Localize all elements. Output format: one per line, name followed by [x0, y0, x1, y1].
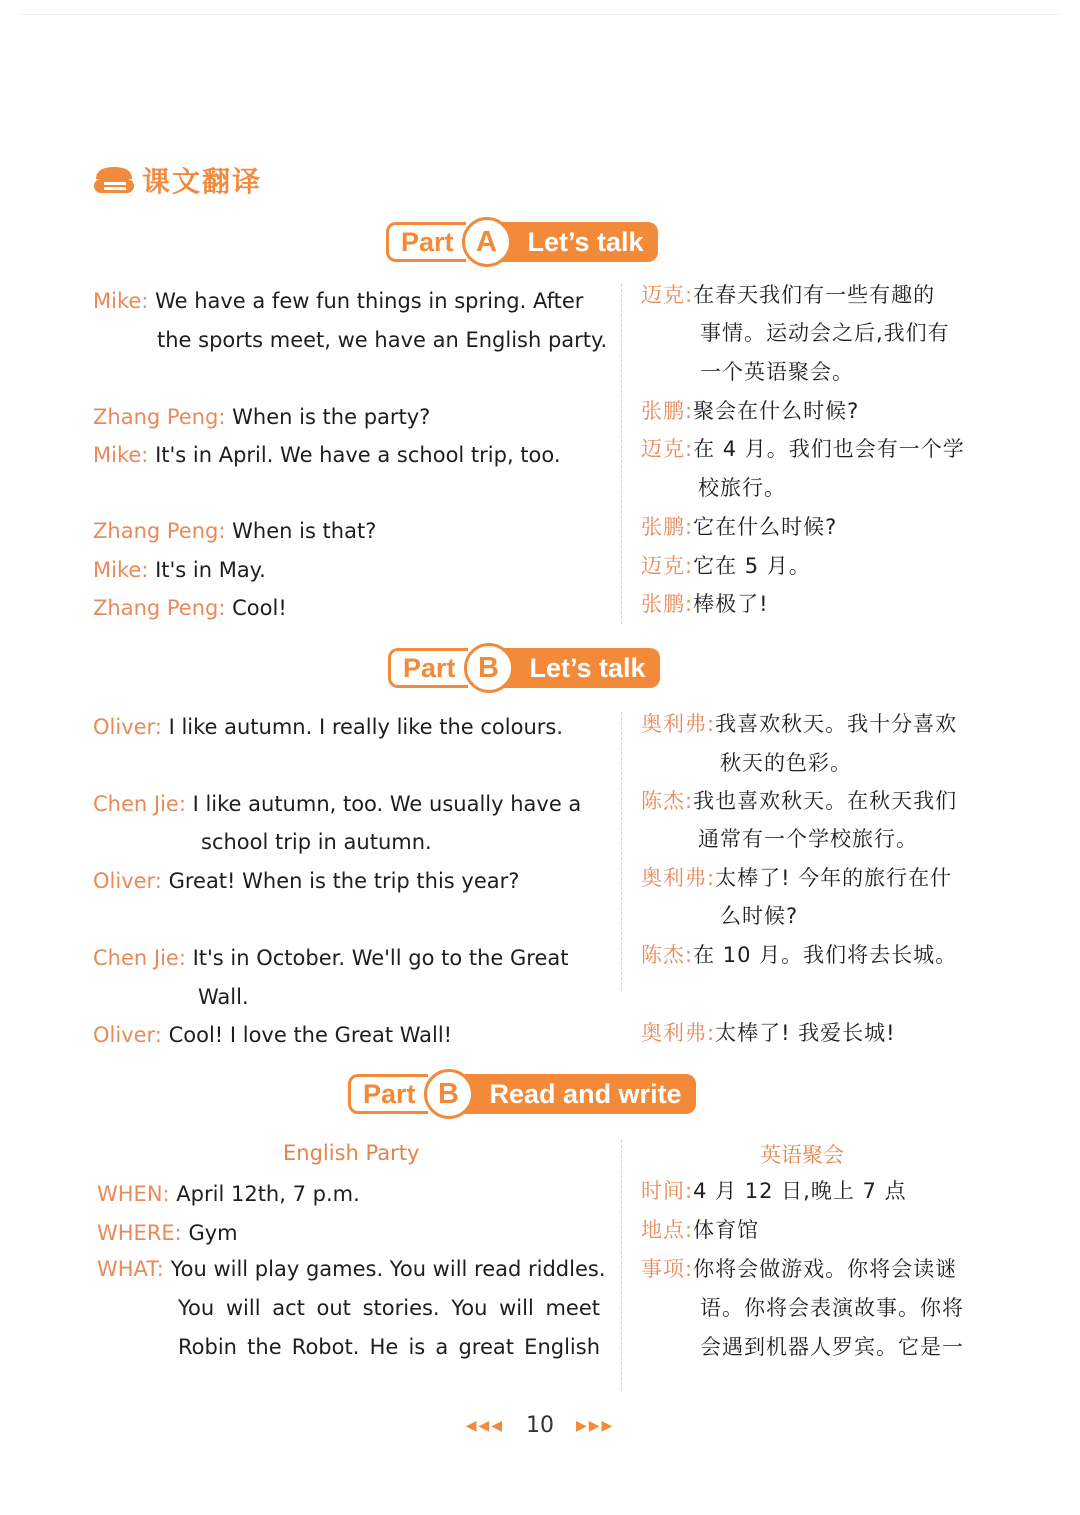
- banner-part-letter: B: [464, 643, 514, 693]
- notice-text: You will play games. You will read riddles.: [170, 1257, 606, 1281]
- translation-text: 太棒了! 今年的旅行在什: [715, 866, 953, 890]
- notice-line: [97, 1256, 606, 1282]
- book-icon: [92, 163, 136, 197]
- dialogue-text: Cool!: [232, 596, 287, 620]
- translation-line: 一个英语聚会。: [700, 360, 854, 384]
- page-number: 10: [526, 1412, 554, 1438]
- notice-label: 地点:: [641, 1218, 694, 1242]
- translation-text: 4 月 12 日,晚上 7 点: [693, 1179, 907, 1203]
- notice-line: [97, 1220, 238, 1246]
- part-b-read-and-write-banner: [348, 1068, 696, 1120]
- speaker-name: 迈克:: [641, 437, 694, 461]
- dialogue-text: I like autumn. I really like the colours.: [168, 715, 564, 739]
- translation-text: 在 10 月。我们将去长城。: [693, 943, 958, 967]
- translation-line: [641, 865, 952, 891]
- translation-line: [641, 711, 957, 737]
- dialogue-text: Cool! I love the Great Wall!: [168, 1023, 453, 1047]
- dialogue-line: Wall.: [198, 985, 249, 1009]
- translation-text: 你将会做游戏。你将会读谜: [693, 1257, 958, 1281]
- section-heading: [92, 160, 262, 200]
- dialogue-line: [93, 442, 561, 468]
- translation-text: 棒极了!: [693, 592, 769, 616]
- dialogue-line: [93, 714, 563, 740]
- dialogue-line: [93, 404, 430, 430]
- right-arrows-icon: ▶▶▶: [576, 1416, 615, 1433]
- banner-title: Let’s talk: [504, 648, 660, 688]
- banner-part-label: Part: [348, 1074, 428, 1114]
- speaker-name: Zhang Peng:: [93, 519, 226, 543]
- dialogue-text: I like autumn, too. We usually have a: [192, 792, 582, 816]
- translation-line: [641, 553, 811, 579]
- translation-text: 它在什么时候?: [693, 515, 838, 539]
- banner-part-letter: B: [424, 1069, 474, 1119]
- translation-text: 体育馆: [693, 1218, 760, 1242]
- notice-label: 事项:: [641, 1257, 694, 1281]
- notice-label: WHERE:: [97, 1221, 182, 1245]
- dialogue-text: When is that?: [232, 519, 377, 543]
- speaker-name: Zhang Peng:: [93, 405, 226, 429]
- translation-line: [641, 1020, 896, 1046]
- dialogue-line: [93, 945, 568, 971]
- translation-line: 秋天的色彩。: [720, 751, 852, 775]
- speaker-name: Chen Jie:: [93, 792, 186, 816]
- translation-line: [641, 591, 769, 617]
- part-b-lets-talk-banner: [388, 642, 660, 694]
- translation-line: [641, 942, 957, 968]
- dialogue-line: [93, 595, 287, 621]
- speaker-name: Mike:: [93, 558, 149, 582]
- speaker-name: 张鹏:: [641, 592, 694, 616]
- top-rule: [20, 14, 1060, 15]
- notice-line: Robin the Robot. He is a great English: [178, 1335, 600, 1359]
- notice-line: You will act out stories. You will meet: [178, 1296, 600, 1320]
- speaker-name: 奥利弗:: [641, 866, 716, 890]
- column-divider: [621, 284, 622, 624]
- speaker-name: 陈杰:: [641, 789, 694, 813]
- translation-line: [641, 398, 859, 424]
- english-passage-title: English Party: [283, 1141, 420, 1165]
- dialogue-line: school trip in autumn.: [201, 830, 432, 854]
- dialogue-line: [93, 557, 266, 583]
- translation-line: 么时候?: [720, 904, 799, 928]
- section-title: 课文翻译: [142, 165, 263, 198]
- translation-text: 我也喜欢秋天。在秋天我们: [693, 789, 958, 813]
- speaker-name: Oliver:: [93, 869, 162, 893]
- translation-line: [641, 282, 935, 308]
- translation-line: 通常有一个学校旅行。: [698, 827, 918, 851]
- translation-line: 会遇到机器人罗宾。它是一: [700, 1335, 964, 1359]
- dialogue-text: It's in May.: [155, 558, 266, 582]
- speaker-name: Mike:: [93, 443, 149, 467]
- speaker-name: Mike:: [93, 289, 149, 313]
- speaker-name: Oliver:: [93, 715, 162, 739]
- dialogue-text: We have a few fun things in spring. After: [155, 289, 584, 313]
- dialogue-line: the sports meet, we have an English party.: [157, 328, 608, 352]
- speaker-name: 陈杰:: [641, 943, 694, 967]
- column-divider: [621, 712, 622, 990]
- translation-line: [641, 788, 957, 814]
- dialogue-line: [93, 518, 376, 544]
- translation-line: [641, 1256, 957, 1282]
- translation-line: [641, 514, 837, 540]
- notice-label: WHAT:: [97, 1257, 164, 1281]
- dialogue-text: It's in April. We have a school trip, too.: [155, 443, 561, 467]
- dialogue-line: [93, 868, 519, 894]
- translation-line: 校旅行。: [698, 476, 786, 500]
- translation-line: [641, 436, 965, 462]
- notice-line: [97, 1181, 360, 1207]
- speaker-name: 奥利弗:: [641, 712, 716, 736]
- speaker-name: 迈克:: [641, 554, 694, 578]
- dialogue-line: [93, 791, 581, 817]
- banner-title: Let’s talk: [502, 222, 658, 262]
- translation-text: 太棒了! 我爱长城!: [715, 1021, 896, 1045]
- translation-text: 在春天我们有一些有趣的: [693, 283, 936, 307]
- speaker-name: 张鹏:: [641, 399, 694, 423]
- translation-text: 聚会在什么时候?: [693, 399, 860, 423]
- dialogue-text: When is the party?: [232, 405, 431, 429]
- translation-line: 事情。运动会之后,我们有: [700, 321, 950, 345]
- dialogue-text: Great! When is the trip this year?: [168, 869, 520, 893]
- speaker-name: Zhang Peng:: [93, 596, 226, 620]
- dialogue-line: [93, 288, 583, 314]
- notice-label: WHEN:: [97, 1182, 170, 1206]
- speaker-name: 奥利弗:: [641, 1021, 716, 1045]
- speaker-name: Oliver:: [93, 1023, 162, 1047]
- left-arrows-icon: ◀◀◀: [465, 1416, 504, 1433]
- speaker-name: 迈克:: [641, 283, 694, 307]
- translation-line: [641, 1178, 907, 1204]
- banner-part-letter: A: [462, 217, 512, 267]
- page-footer: [0, 1410, 1080, 1440]
- speaker-name: Chen Jie:: [93, 946, 186, 970]
- notice-text: April 12th, 7 p.m.: [176, 1182, 360, 1206]
- banner-title: Read and write: [464, 1074, 696, 1114]
- column-divider: [621, 1140, 622, 1390]
- speaker-name: 张鹏:: [641, 515, 694, 539]
- translation-text: 我喜欢秋天。我十分喜欢: [715, 712, 958, 736]
- translation-line: [641, 1217, 759, 1243]
- translation-text: 它在 5 月。: [693, 554, 811, 578]
- chinese-passage-title: 英语聚会: [760, 1143, 844, 1167]
- notice-text: Gym: [188, 1221, 238, 1245]
- translation-text: 在 4 月。我们也会有一个学: [693, 437, 965, 461]
- dialogue-text: It's in October. We'll go to the Great: [192, 946, 569, 970]
- translation-line: 语。你将会表演故事。你将: [700, 1296, 964, 1320]
- banner-part-label: Part: [388, 648, 468, 688]
- part-a-lets-talk-banner: [386, 216, 658, 268]
- banner-part-label: Part: [386, 222, 466, 262]
- dialogue-line: [93, 1022, 452, 1048]
- notice-label: 时间:: [641, 1179, 694, 1203]
